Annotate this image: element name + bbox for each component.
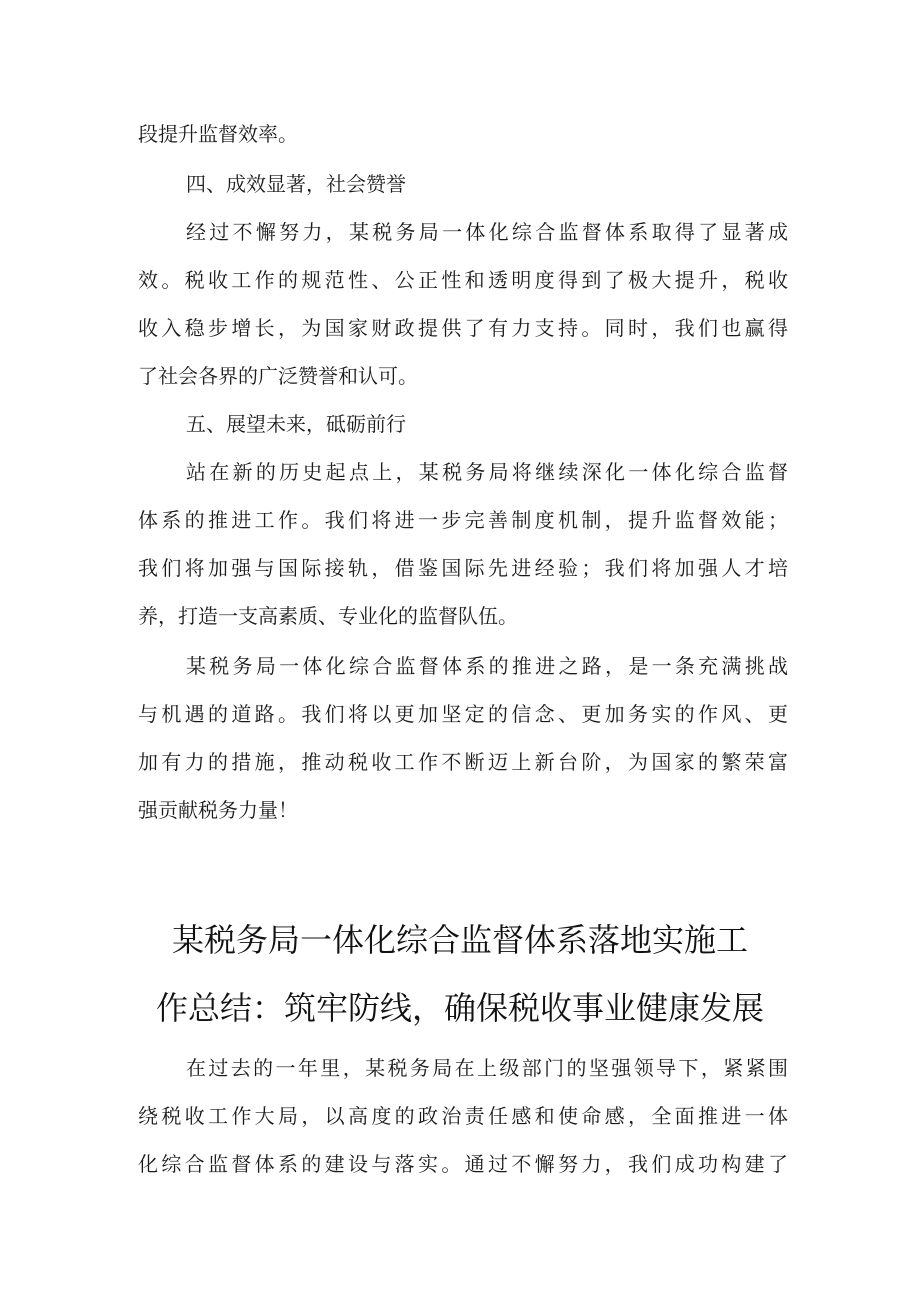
paragraph-line: 强贡献税务力量！ <box>138 798 298 822</box>
section-heading-4: 四、成效显著，社会赞誉 <box>186 172 406 196</box>
paragraph-line: 段提升监督效率。 <box>138 122 298 146</box>
paragraph-line: 某税务局一体化综合监督体系的推进之路，是一条充满挑战 <box>186 654 788 678</box>
paragraph-line: 加有力的措施，推动税收工作不断迈上新台阶，为国家的繁荣富 <box>138 750 788 774</box>
paragraph-line: 化综合监督体系的建设与落实。通过不懈努力，我们成功构建了 <box>138 1152 788 1176</box>
paragraph-line: 体系的推进工作。我们将进一步完善制度机制，提升监督效能； <box>138 508 788 532</box>
paragraph-line: 站在新的历史起点上，某税务局将继续深化一体化综合监督 <box>186 460 788 484</box>
article-title-line: 某税务局一体化综合监督体系落地实施工 <box>171 921 748 959</box>
section-heading-5: 五、展望未来，砥砺前行 <box>186 412 406 436</box>
paragraph-line: 收入稳步增长，为国家财政提供了有力支持。同时，我们也赢得 <box>138 316 788 340</box>
paragraph-line: 养，打造一支高素质、专业化的监督队伍。 <box>138 604 518 628</box>
paragraph-line: 经过不懈努力，某税务局一体化综合监督体系取得了显著成 <box>186 220 788 244</box>
paragraph-line: 与机遇的道路。我们将以更加坚定的信念、更加务实的作风、更 <box>138 702 788 726</box>
paragraph-line: 绕税收工作大局，以高度的政治责任感和使命感，全面推进一体 <box>138 1104 788 1128</box>
article-title-line: 作总结：筑牢防线，确保税收事业健康发展 <box>155 989 764 1027</box>
paragraph-line: 了社会各界的广泛赞誉和认可。 <box>138 364 418 388</box>
paragraph-line: 我们将加强与国际接轨，借鉴国际先进经验；我们将加强人才培 <box>138 556 788 580</box>
paragraph-line: 在过去的一年里，某税务局在上级部门的坚强领导下，紧紧围 <box>186 1056 788 1080</box>
paragraph-line: 效。税收工作的规范性、公正性和透明度得到了极大提升，税收 <box>138 268 788 292</box>
